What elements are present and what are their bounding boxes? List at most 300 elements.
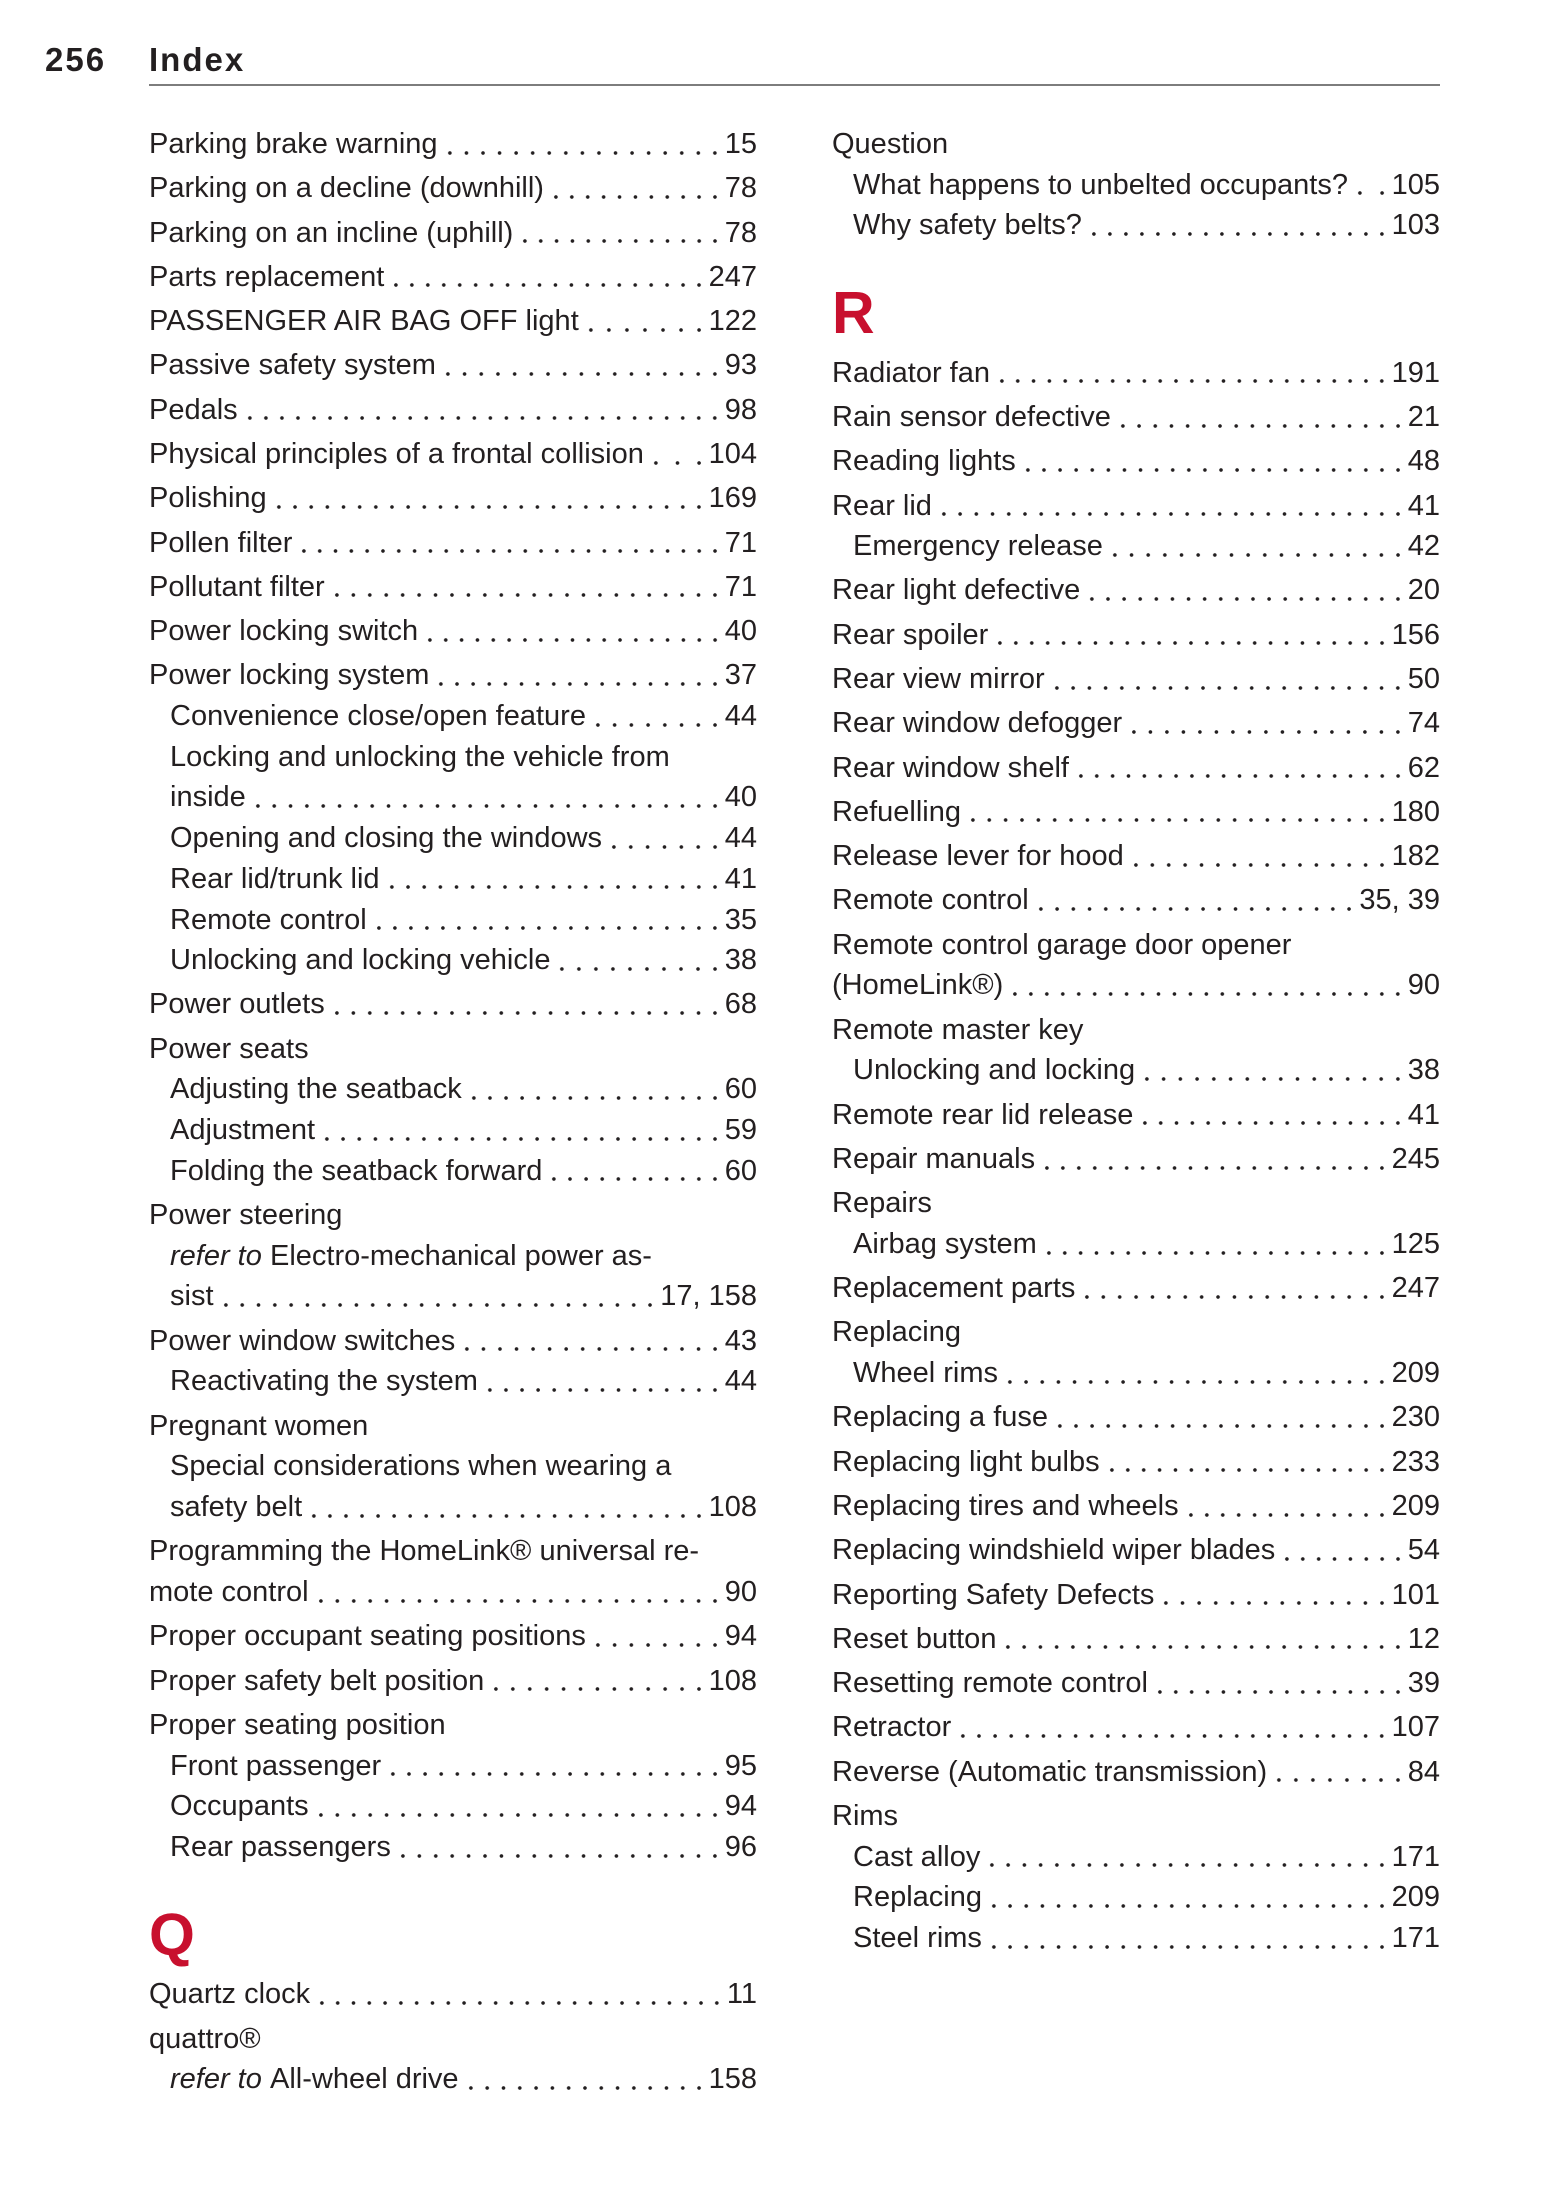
subentry-text: Why safety belts? <box>853 209 1082 242</box>
entry-term: Remote control garage door opener <box>832 928 1292 961</box>
page-reference: 230 <box>1391 1401 1440 1434</box>
entry-line <box>832 1796 1440 1837</box>
page-reference: 245 <box>1391 1142 1440 1175</box>
dot-leader <box>590 1616 723 1657</box>
entry-line <box>149 434 757 475</box>
dot-leader <box>1104 1442 1390 1483</box>
entry-term: Replacing <box>832 1316 961 1349</box>
dot-leader <box>965 792 1390 833</box>
entry-term: Rear view mirror <box>832 663 1045 696</box>
entry-term: Rain sensor defective <box>832 400 1111 433</box>
page-reference: 54 <box>1407 1534 1440 1567</box>
entry-term: (HomeLink®) <box>832 969 1004 1002</box>
dot-leader <box>1002 1353 1390 1394</box>
subentry-line <box>149 1487 757 1528</box>
dot-leader <box>590 696 723 737</box>
index-entry <box>832 1268 1440 1309</box>
entry-line <box>149 168 757 209</box>
subentry-text: Adjusting the seatback <box>170 1073 462 1106</box>
page-reference: 105 <box>1391 168 1440 201</box>
index-entry <box>832 1530 1440 1571</box>
entry-line <box>832 124 1440 165</box>
entry-line <box>149 1195 757 1236</box>
page-reference: 247 <box>1391 1272 1440 1305</box>
dot-leader <box>1183 1486 1390 1527</box>
index-entry <box>149 1661 757 1702</box>
section-heading <box>149 1868 757 1971</box>
entry-line <box>832 615 1440 656</box>
entry-term: Question <box>832 128 949 160</box>
running-head-title: Index <box>149 41 246 78</box>
dot-leader <box>1073 748 1406 789</box>
page-reference: 233 <box>1391 1445 1440 1478</box>
page-reference: 182 <box>1391 840 1440 873</box>
entry-term: Rear window defogger <box>832 707 1123 740</box>
entry-term: Parking brake warning <box>149 128 438 160</box>
entry-line <box>832 836 1440 877</box>
entry-line <box>832 1486 1440 1527</box>
subentry-line <box>149 900 757 941</box>
index-entry <box>832 1397 1440 1438</box>
section-letter: Q <box>149 1901 195 1968</box>
subentry-line <box>832 1877 1440 1918</box>
entry-term: Reading lights <box>832 445 1016 478</box>
page-reference: 41 <box>1407 1098 1440 1131</box>
page-reference: 71 <box>724 570 757 603</box>
dot-leader <box>1079 1268 1389 1309</box>
subentry-text: Electro-mechanical power as- <box>269 1239 652 1272</box>
entry-term: Rear light defective <box>832 574 1081 607</box>
index-entry <box>149 611 757 652</box>
index-entry <box>832 441 1440 482</box>
page-reference: 37 <box>724 659 757 692</box>
entry-term: PASSENGER AIR BAG OFF light <box>149 305 579 338</box>
page-reference: 71 <box>724 526 757 559</box>
entry-line <box>832 1268 1440 1309</box>
header-rule <box>149 84 1440 86</box>
page-reference: 35 <box>724 903 757 936</box>
entry-line <box>832 441 1440 482</box>
index-entry <box>832 1010 1440 1091</box>
dot-leader <box>459 1321 723 1362</box>
entry-line <box>832 1530 1440 1571</box>
subentry-text: Wheel rims <box>853 1357 999 1390</box>
page-reference: 98 <box>724 393 757 426</box>
section-letter: R <box>832 280 875 347</box>
entry-line <box>149 124 757 165</box>
subentry-line <box>149 818 757 859</box>
dot-leader <box>250 777 723 818</box>
dot-leader <box>517 213 722 254</box>
page-reference: 158 <box>708 2063 757 2096</box>
subentry-text: Emergency release <box>853 530 1103 563</box>
page-reference: 191 <box>1391 356 1440 389</box>
entry-term: Polishing <box>149 482 267 515</box>
dot-leader <box>1033 880 1358 921</box>
entry-term: Parking on a decline (downhill) <box>149 172 544 205</box>
dot-leader <box>1128 836 1390 877</box>
index-entry <box>832 1442 1440 1483</box>
dot-leader <box>986 1918 1390 1959</box>
dot-leader <box>313 1572 723 1613</box>
index-entry <box>149 523 757 564</box>
dot-leader <box>648 434 707 475</box>
subentry-text: Rear lid/trunk lid <box>170 862 380 895</box>
entry-term: Replacing tires and wheels <box>832 1490 1179 1522</box>
index-entry <box>149 655 757 981</box>
subentry-line <box>149 777 757 818</box>
entry-term: Power seats <box>149 1032 309 1065</box>
page-number: 256 <box>45 41 107 78</box>
index-entry <box>832 792 1440 833</box>
entry-term: Repairs <box>832 1187 932 1220</box>
page-reference: 41 <box>1407 489 1440 522</box>
entry-line <box>832 1183 1440 1224</box>
index-entry <box>149 390 757 431</box>
entry-term: Power locking switch <box>149 615 419 648</box>
index-entry <box>149 2019 757 2100</box>
dot-leader <box>384 859 723 900</box>
entry-line <box>832 1397 1440 1438</box>
dot-leader <box>992 615 1389 656</box>
dot-leader <box>488 1661 706 1702</box>
dot-leader <box>1084 570 1405 611</box>
index-entry <box>149 984 757 1025</box>
page-reference: 107 <box>1391 1711 1440 1744</box>
entry-term: Refuelling <box>832 795 961 828</box>
index-entry <box>149 434 757 475</box>
entry-line <box>149 390 757 431</box>
index-entry <box>149 1616 757 1657</box>
subentry-text: Occupants <box>170 1790 309 1823</box>
entry-line <box>149 523 757 564</box>
page-reference: 156 <box>1391 618 1440 651</box>
entry-line <box>832 1010 1440 1051</box>
entry-line <box>149 1572 757 1613</box>
entry-term: Pregnant women <box>149 1409 369 1442</box>
entry-line <box>149 1616 757 1657</box>
entry-term: Parking on an incline (uphill) <box>149 216 514 249</box>
subentry-line <box>149 1786 757 1827</box>
subentry-line <box>149 1110 757 1151</box>
entry-term: Radiator fan <box>832 356 990 389</box>
dot-leader <box>388 257 706 298</box>
subentry-line <box>149 1236 757 1277</box>
dot-leader <box>385 1746 723 1787</box>
dot-leader <box>395 1827 723 1868</box>
page-reference: 60 <box>724 1073 757 1106</box>
page-reference: 171 <box>1391 1922 1440 1955</box>
entry-term: Pedals <box>149 393 238 426</box>
page-reference: 96 <box>724 1830 757 1863</box>
entry-term: Power window switches <box>149 1324 456 1357</box>
page-reference: 90 <box>724 1576 757 1609</box>
entry-line <box>149 213 757 254</box>
page-reference: 95 <box>724 1749 757 1782</box>
entry-line <box>832 1575 1440 1616</box>
entry-term: Replacing windshield wiper blades <box>832 1534 1276 1567</box>
entry-term: Reverse (Automatic transmission) <box>832 1755 1268 1788</box>
dot-leader <box>936 486 1406 527</box>
dot-leader <box>371 900 723 941</box>
index-entry <box>832 1183 1440 1264</box>
entry-line <box>832 1312 1440 1353</box>
page-reference: 35, 39 <box>1359 884 1440 917</box>
entry-term: Reset button <box>832 1622 997 1655</box>
dot-leader <box>1020 441 1406 482</box>
page-reference: 94 <box>724 1790 757 1823</box>
subentry-line <box>832 1353 1440 1394</box>
subentry-line <box>149 1151 757 1192</box>
subentry-line <box>832 1837 1440 1878</box>
subentry-line <box>149 1361 757 1402</box>
entry-term: Pollutant filter <box>149 570 325 603</box>
index-entry <box>832 353 1440 394</box>
page-reference: 169 <box>708 482 757 515</box>
dot-leader <box>422 611 723 652</box>
dot-leader <box>1086 205 1390 246</box>
page-reference: 125 <box>1391 1227 1440 1260</box>
page-reference: 62 <box>1407 751 1440 784</box>
dot-leader <box>463 2059 707 2100</box>
subentry-text: Folding the seatback forward <box>170 1154 543 1187</box>
page-reference: 74 <box>1407 707 1440 740</box>
page-reference: 50 <box>1407 663 1440 696</box>
dot-leader <box>984 1837 1389 1878</box>
index-entry <box>149 213 757 254</box>
page-reference: 171 <box>1391 1840 1440 1873</box>
entry-term: Power steering <box>149 1199 343 1232</box>
subentry-text: Special considerations when wearing a <box>170 1450 672 1483</box>
entry-line <box>832 748 1440 789</box>
entry-term: mote control <box>149 1576 309 1609</box>
index-entry <box>832 1312 1440 1393</box>
dot-leader <box>1039 1139 1390 1180</box>
dot-leader <box>1049 659 1406 700</box>
page-reference: 93 <box>724 349 757 382</box>
dot-leader <box>1279 1530 1405 1571</box>
dot-leader <box>242 390 723 431</box>
entry-line <box>832 925 1440 966</box>
subentry-text: Cast alloy <box>853 1840 981 1873</box>
entry-line <box>149 1321 757 1362</box>
entry-line <box>832 570 1440 611</box>
dot-leader <box>271 478 707 519</box>
dot-leader <box>583 301 707 342</box>
entry-line <box>832 1139 1440 1180</box>
index-entry <box>149 1029 757 1192</box>
entry-term: Physical principles of a frontal collision <box>149 437 644 470</box>
index-entry <box>149 301 757 342</box>
subentry-line <box>832 1224 1440 1265</box>
index-entry <box>832 1575 1440 1616</box>
subentry-line <box>149 1446 757 1487</box>
index-entry <box>832 397 1440 438</box>
entry-term: Power locking system <box>149 659 430 692</box>
subentry-line <box>149 696 757 737</box>
index-entry <box>832 1619 1440 1660</box>
subentry-text: Replacing <box>853 1881 982 1914</box>
entry-term: Quartz clock <box>149 1978 311 2011</box>
index-entry <box>832 1796 1440 1959</box>
entry-line <box>149 478 757 519</box>
entry-term: Release lever for hood <box>832 840 1124 873</box>
page-reference: 101 <box>1391 1578 1440 1611</box>
page-reference: 59 <box>724 1114 757 1147</box>
entry-term: Retractor <box>832 1711 952 1744</box>
subentry-text: sist <box>170 1280 214 1313</box>
entry-line <box>832 486 1440 527</box>
subentry-text: Convenience close/open feature <box>170 700 586 733</box>
page-reference: 44 <box>724 822 757 855</box>
page-reference: 40 <box>724 781 757 814</box>
page-reference: 11 <box>726 1978 757 2011</box>
index-entry <box>832 1486 1440 1527</box>
entry-term: Remote master key <box>832 1013 1084 1046</box>
dot-leader <box>1152 1663 1406 1704</box>
dot-leader <box>1158 1575 1389 1616</box>
subentry-text: Steel rims <box>853 1922 982 1955</box>
page-reference: 44 <box>724 700 757 733</box>
dot-leader <box>1115 397 1406 438</box>
subentry-line <box>149 737 757 778</box>
dot-leader <box>1007 965 1405 1006</box>
page-reference: 40 <box>724 615 757 648</box>
subentry-text: Remote control <box>170 903 367 936</box>
entry-line <box>832 880 1440 921</box>
page-reference: 209 <box>1391 1490 1440 1522</box>
index-entry <box>149 124 757 165</box>
page-reference: 21 <box>1407 400 1440 433</box>
page-reference: 38 <box>724 944 757 977</box>
subentry-text: Front passenger <box>170 1749 382 1782</box>
page-reference: 41 <box>724 862 757 895</box>
entry-line <box>149 345 757 386</box>
entry-term: Programming the HomeLink® universal re- <box>149 1535 700 1568</box>
dot-leader <box>440 345 723 386</box>
entry-term: Reporting Safety Defects <box>832 1578 1155 1611</box>
page-reference: 20 <box>1407 574 1440 607</box>
index-entry <box>149 1406 757 1528</box>
subentry-text: Reactivating the system <box>170 1365 478 1398</box>
index-entry <box>149 257 757 298</box>
entry-term: Remote control <box>832 884 1029 917</box>
page-reference: 12 <box>1407 1622 1440 1655</box>
dot-leader <box>329 984 723 1025</box>
index-entry <box>832 1707 1440 1748</box>
page-reference: 247 <box>708 260 757 293</box>
index-column-right <box>832 124 1440 1959</box>
page-reference: 68 <box>724 988 757 1021</box>
page-reference: 60 <box>724 1154 757 1187</box>
see-reference: refer to <box>170 1239 262 1272</box>
entry-term: Proper safety belt position <box>149 1664 485 1697</box>
index-entry <box>149 1705 757 1868</box>
dot-leader <box>306 1487 706 1528</box>
dot-leader <box>1352 165 1390 206</box>
entry-line <box>832 1752 1440 1793</box>
entry-term: Rear window shelf <box>832 751 1069 784</box>
page-reference: 180 <box>1391 795 1440 828</box>
index-entry <box>149 567 757 608</box>
entry-line <box>832 1619 1440 1660</box>
dot-leader <box>442 124 723 165</box>
entry-line <box>149 1531 757 1572</box>
entry-line <box>832 965 1440 1006</box>
page-reference: 108 <box>708 1491 757 1524</box>
page-reference: 15 <box>724 128 757 160</box>
subentry-line <box>149 2059 757 2100</box>
subentry-text: Airbag system <box>853 1227 1037 1260</box>
page-reference: 44 <box>724 1365 757 1398</box>
index-entry <box>832 570 1440 611</box>
entry-term: Rear lid <box>832 489 932 522</box>
subentry-text: Adjustment <box>170 1114 316 1147</box>
index-entry <box>832 1752 1440 1793</box>
entry-term: Resetting remote control <box>832 1667 1148 1700</box>
entry-term: Rims <box>832 1799 899 1832</box>
entry-term: Replacement parts <box>832 1272 1076 1305</box>
subentry-text: Unlocking and locking vehicle <box>170 944 551 977</box>
entry-line <box>149 1406 757 1447</box>
dot-leader <box>313 1786 723 1827</box>
subentry-line <box>832 526 1440 567</box>
index-entry <box>832 836 1440 877</box>
section-heading <box>832 246 1440 349</box>
index-entry <box>832 925 1440 1006</box>
dot-leader <box>319 1110 723 1151</box>
see-reference: refer to <box>170 2063 262 2096</box>
entry-line <box>149 2019 757 2060</box>
index-entry <box>832 615 1440 656</box>
index-entry <box>832 748 1440 789</box>
entry-term: Proper seating position <box>149 1708 446 1741</box>
page-reference: 122 <box>708 305 757 338</box>
dot-leader <box>466 1069 723 1110</box>
index-entry <box>832 486 1440 567</box>
dot-leader <box>546 1151 722 1192</box>
dot-leader <box>1107 526 1406 567</box>
entry-term: Rear spoiler <box>832 618 989 651</box>
index-entry <box>149 345 757 386</box>
entry-line <box>149 1705 757 1746</box>
entry-term: Parts replacement <box>149 260 385 293</box>
index-entry <box>149 1321 757 1402</box>
subentry-text: Locking and unlocking the vehicle from <box>170 740 670 773</box>
entry-line <box>832 1442 1440 1483</box>
dot-leader <box>548 168 723 209</box>
dot-leader <box>1126 703 1406 744</box>
subentry-line <box>149 1746 757 1787</box>
dot-leader <box>994 353 1390 394</box>
entry-term: Proper occupant seating positions <box>149 1620 586 1653</box>
subentry-line <box>149 1069 757 1110</box>
dot-leader <box>1139 1050 1406 1091</box>
dot-leader <box>1000 1619 1405 1660</box>
page-reference: 78 <box>724 172 757 205</box>
page-reference: 78 <box>724 216 757 249</box>
subentry-line <box>149 859 757 900</box>
subentry-text: safety belt <box>170 1491 303 1524</box>
entry-line <box>832 1707 1440 1748</box>
dot-leader <box>296 523 722 564</box>
page-reference: 43 <box>724 1324 757 1357</box>
index-entry <box>832 880 1440 921</box>
entry-line <box>832 659 1440 700</box>
subentry-line <box>832 1050 1440 1091</box>
dot-leader <box>1271 1752 1406 1793</box>
entry-line <box>832 1095 1440 1136</box>
